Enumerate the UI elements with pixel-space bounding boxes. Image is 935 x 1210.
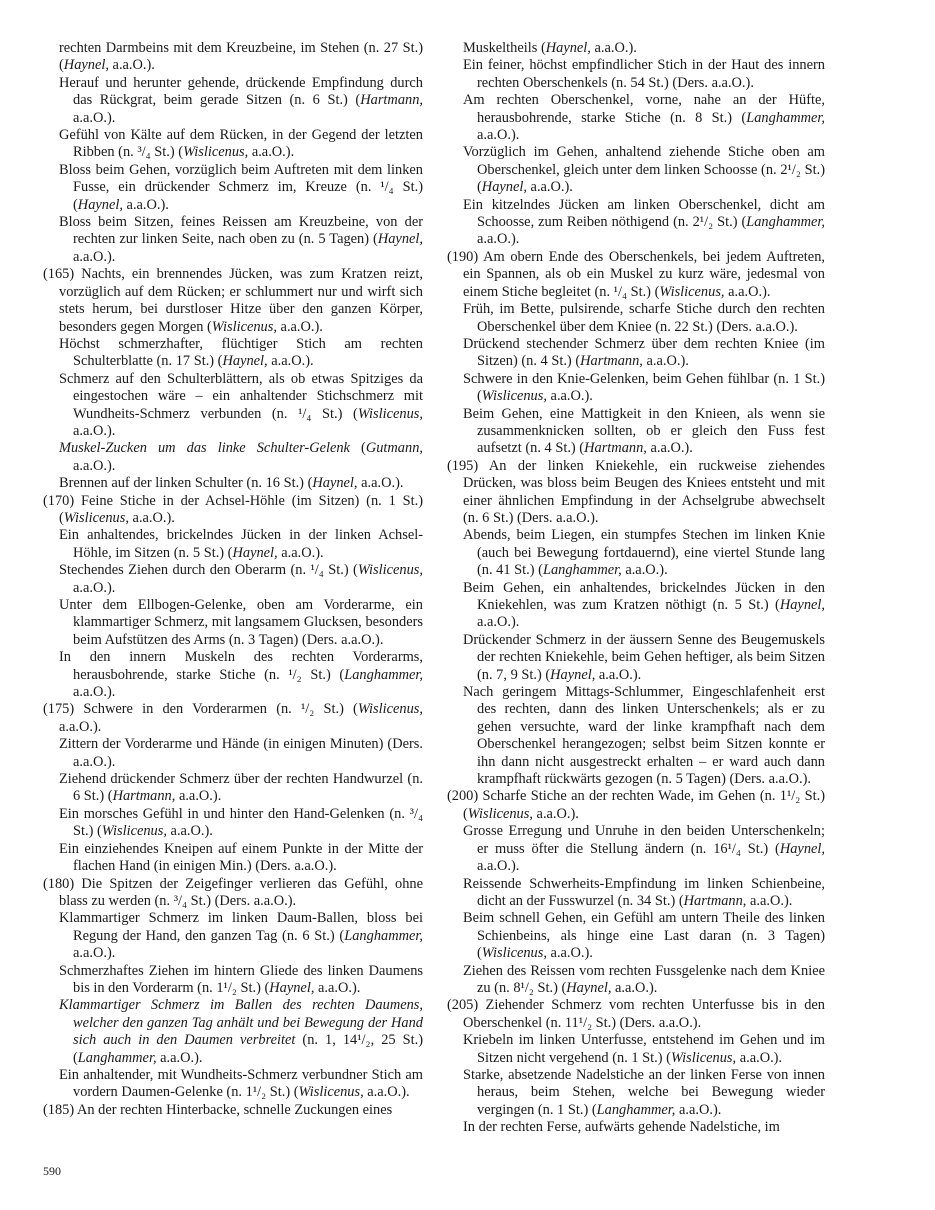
symptom-entry bbox=[43, 649, 423, 701]
entry-text: a.a.O.). bbox=[746, 892, 793, 909]
italic-text: Wislicenus, bbox=[357, 701, 423, 718]
symptom-entry bbox=[43, 771, 423, 806]
italic-text: Haynel, bbox=[269, 979, 315, 996]
italic-text: Haynel, bbox=[222, 353, 268, 370]
entry-text: a.a.O.). bbox=[646, 440, 693, 457]
symptom-entry bbox=[43, 736, 423, 771]
italic-text: Hartmann, bbox=[584, 440, 647, 457]
symptom-entry bbox=[447, 40, 825, 57]
entry-text: a.a.O.). bbox=[546, 945, 593, 962]
entry-text: (170) Feine Stiche in der Achsel-Höhle (im Sitzen) (n. 1 St.) ( bbox=[43, 492, 423, 526]
italic-text: Klammartiger Schmerz im Ballen des rechten Daumens, welcher den ganzen Tag anhält und bei Bewegung der Hand sich auch in den Daumen verbreitet bbox=[59, 997, 423, 1049]
symptom-entry bbox=[447, 963, 825, 998]
italic-text: Wislicenus, bbox=[211, 318, 277, 335]
italic-text: Hartmann, bbox=[683, 892, 747, 909]
entry-text: Klammartiger Schmerz im linken Daum-Ballen, bloss bei Regung der Hand, den ganzen Tag (n. 6 St.) ( bbox=[59, 910, 423, 944]
entry-text: a.a.O.). bbox=[675, 1101, 722, 1118]
entry-text: a.a.O.). bbox=[128, 509, 175, 526]
symptom-entry bbox=[43, 527, 423, 562]
symptom-entry bbox=[447, 580, 825, 632]
entry-text: Ein feiner, höchst empfindlicher Stich in der Haut des innern rechten Oberschenkels (n. 54 St.) (Ders. a.a.O.). bbox=[463, 57, 825, 91]
italic-text: Langhammer, bbox=[746, 109, 825, 126]
entry-text: Bloss beim Gehen, vorzüglich beim Auftreten mit dem linken Fusse, ein drückender Schmerz im, Kreuze (n. ¹/₄ St.) ( bbox=[59, 161, 423, 213]
entry-text: Schmerz auf den Schulterblättern, als ob etwas Spitziges da eingestochen wäre – ein anhaltender Stichschmerz mit Wundheits-Schmerz verbunden (n. ¹/₄ St.) ( bbox=[59, 370, 423, 422]
symptom-entry bbox=[43, 266, 423, 336]
entry-text: Abends, beim Liegen, ein stumpfes Stechen im linken Knie (auch bei Bewegung fortdauernd), eine viertel Stunde lang (n. 41 St.) ( bbox=[463, 527, 825, 579]
italic-text: Haynel, bbox=[481, 179, 527, 196]
symptom-entry bbox=[43, 162, 423, 214]
entry-text: Kriebeln im linken Unterfusse, entstehend im Gehen und im Sitzen nicht vergehend (n. 1 St.) ( bbox=[463, 1032, 825, 1066]
entry-text: Nach geringem Mittags-Schlummer, Eingeschlafenheit erst des rechten, dann des linken Unterschenkels; als er zu gehen versuchte, ward der linke krampfhaft nach dem Oberschenkel herangezogen; selbst beim Sitzen konnte er ihn dann nicht ausgestreckt erhalten – er ward auch dann krampfhaft rückwärts gezogen (n. 5 Tagen) (Ders. a.a.O.). bbox=[463, 684, 825, 788]
entry-text: a.a.O.). bbox=[595, 666, 642, 683]
entry-text: (200) Scharfe Stiche an der rechten Wade, im Gehen (n. 1¹/₂ St.) ( bbox=[447, 788, 825, 822]
symptom-entry bbox=[447, 997, 825, 1032]
italic-text: Wislicenus, bbox=[357, 562, 423, 579]
entry-text: Starke, absetzende Nadelstiche an der linken Ferse von innen heraus, beim Stehen, welche bei Bewegung wieder vergingen (n. 1 St.) ( bbox=[463, 1066, 825, 1118]
symptom-entry bbox=[447, 458, 825, 528]
italic-text: Wislicenus, bbox=[467, 805, 533, 822]
italic-text: Wislicenus, bbox=[63, 509, 129, 526]
entry-text: a.a.O.). bbox=[108, 57, 155, 74]
entry-text: Ein kitzelndes Jücken am linken Oberschenkel, dicht am Schoosse, zum Reiben nöthigend (n. 2¹/₂ St.) ( bbox=[463, 196, 825, 231]
symptom-entry bbox=[43, 597, 423, 649]
entry-text: (185) An der rechten Hinterbacke, schnelle Zuckungen eines bbox=[43, 1101, 393, 1118]
entry-text: Schwere in den Knie-Gelenken, beim Gehen fühlbar (n. 1 St.) ( bbox=[463, 370, 825, 405]
entry-text: a.a.O.). bbox=[546, 388, 593, 405]
entry-text: Beim Gehen, eine Mattigkeit in den Knieen, als wenn sie zusammenknicken sollten, ob er gleich den Fuss fest aufsetzt (n. 4 St.) ( bbox=[463, 405, 825, 457]
symptom-entry bbox=[447, 371, 825, 406]
symptom-entry bbox=[43, 475, 423, 492]
entry-text: ( bbox=[349, 440, 366, 457]
entry-text: a.a.O.). bbox=[73, 945, 116, 962]
symptom-entry bbox=[43, 75, 423, 127]
symptom-entry bbox=[43, 806, 423, 841]
italic-text: Haynel, bbox=[545, 40, 591, 56]
symptom-entry bbox=[447, 910, 825, 962]
entry-text: a.a.O.). bbox=[736, 1049, 783, 1066]
entry-text: a.a.O.). bbox=[611, 979, 658, 996]
entry-text: a.a.O.). bbox=[642, 353, 689, 370]
entry-text: Ziehen des Reissen vom rechten Fussgelenke nach dem Kniee zu (n. 8¹/₂ St.) ( bbox=[463, 962, 825, 996]
italic-text: Haynel, bbox=[232, 544, 278, 561]
italic-text: Wislicenus, bbox=[183, 144, 249, 161]
entry-text: Beim Gehen, ein anhaltendes, brickelndes Jücken in den Kniekehlen, was zum Kratzen nöthigt (n. 5 St.) ( bbox=[463, 579, 825, 613]
entry-text: Drückend stechender Schmerz über dem rechten Kniee (im Sitzen) (n. 4 St.) ( bbox=[463, 335, 825, 370]
entry-text: Bloss beim Sitzen, feines Reissen am Kreuzbeine, von der rechten zur linken Seite, nach oben zu (n. 5 Tagen) ( bbox=[59, 214, 423, 248]
symptom-entry bbox=[43, 40, 423, 75]
symptom-entry bbox=[447, 876, 825, 911]
entry-text: a.a.O.). bbox=[73, 457, 116, 474]
entry-text: a.a.O.). bbox=[357, 475, 404, 492]
symptom-entry bbox=[43, 440, 423, 475]
entry-text: a.a.O.). bbox=[166, 823, 213, 840]
italic-text: Haynel, bbox=[77, 196, 123, 213]
symptom-entry bbox=[447, 527, 825, 579]
italic-text: Langhammer, bbox=[542, 562, 622, 579]
entry-text: a.a.O.). bbox=[73, 684, 116, 701]
entry-text: a.a.O.). bbox=[248, 144, 295, 161]
entry-text: Schmerzhaftes Ziehen im hintern Gliede des linken Daumens bis in den Vorderarm (n. 1¹/₂ St.) ( bbox=[59, 962, 423, 996]
italic-text: Gutmann, bbox=[365, 440, 423, 457]
symptom-entry bbox=[447, 406, 825, 458]
entry-text: Vorzüglich im Gehen, anhaltend ziehende Stiche oben am Oberschenkel, gleich unter dem linken Schoosse (n. 2¹/₂ St.) ( bbox=[463, 144, 825, 196]
symptom-entry bbox=[43, 910, 423, 962]
italic-text: Langhammer, bbox=[746, 214, 825, 231]
symptom-entry bbox=[43, 562, 423, 597]
entry-text: (205) Ziehender Schmerz vom rechten Unterfusse bis in den Oberschenkel (n. 11¹/₂ St.) (Ders. a.a.O.). bbox=[447, 997, 825, 1031]
italic-text: Langhammer, bbox=[344, 927, 423, 944]
left-column bbox=[43, 40, 423, 1119]
symptom-entry bbox=[447, 1119, 825, 1136]
entry-text: a.a.O.). bbox=[477, 231, 520, 248]
entry-text: Stechendes Ziehen durch den Oberarm (n. ¹/₄ St.) ( bbox=[59, 562, 358, 579]
entry-text: (195) An der linken Kniekehle, ein ruckweise ziehendes Drücken, was bloss beim Beugen des Kniees entsteht und mit einer ähnlichen Empfindung in der Achselgrube abwechselt (n. 6 St.) (Ders. a.a.O.). bbox=[447, 457, 825, 526]
italic-text: Hartmann, bbox=[580, 353, 643, 370]
entry-text: In den innern Muskeln des rechten Vorderarms, herausbohrende, starke Stiche (n. ¹/₂ St.) ( bbox=[59, 649, 423, 683]
entry-text: Muskeltheils ( bbox=[463, 40, 546, 56]
symptom-entry bbox=[43, 876, 423, 911]
entry-text: a.a.O.). bbox=[122, 196, 169, 213]
entry-text: a.a.O.). bbox=[73, 579, 116, 596]
italic-text: Muskel-Zucken um das linke Schulter-Gelenk bbox=[59, 440, 350, 457]
symptom-entry bbox=[447, 301, 825, 336]
symptom-entry bbox=[43, 963, 423, 998]
symptom-entry bbox=[447, 1067, 825, 1119]
entry-text: a.a.O.). bbox=[73, 109, 116, 126]
italic-text: Haynel, bbox=[550, 666, 596, 683]
symptom-entry bbox=[447, 684, 825, 788]
entry-text: Ein anhaltendes, brickelndes Jücken in der linken Achsel-Höhle, im Sitzen (n. 5 St.) ( bbox=[59, 527, 423, 561]
symptom-entry bbox=[43, 493, 423, 528]
entry-text: Früh, im Bette, pulsirende, scharfe Stiche durch den rechten Oberschenkel über dem Kniee (n. 22 St.) (Ders. a.a.O.). bbox=[463, 301, 825, 335]
entry-text: Ziehend drückender Schmerz über der rechten Handwurzel (n. 6 St.) ( bbox=[59, 771, 423, 805]
italic-text: Wislicenus, bbox=[357, 405, 423, 422]
symptom-entry bbox=[447, 197, 825, 249]
italic-text: Wislicenus, bbox=[481, 388, 547, 405]
symptom-entry bbox=[447, 632, 825, 684]
symptom-entry bbox=[447, 249, 825, 301]
italic-text: Langhammer, bbox=[596, 1101, 676, 1118]
entry-text: Ein anhaltender, mit Wundheits-Schmerz verbundner Stich am vordern Daumen-Gelenke (n. 1¹/₂ St.) ( bbox=[59, 1066, 423, 1101]
entry-text: Gefühl von Kälte auf dem Rücken, in der Gegend der letzten Ribben (n. ³/₄ St.) ( bbox=[59, 127, 423, 161]
entry-text: In der rechten Ferse, aufwärts gehende Nadelstiche, im bbox=[463, 1119, 780, 1136]
symptom-entry bbox=[43, 336, 423, 371]
entry-text: a.a.O.). bbox=[156, 1049, 203, 1066]
entry-text: a.a.O.). bbox=[175, 788, 222, 805]
entry-text: Ein morsches Gefühl in und hinter den Hand-Gelenken (n. ³/₄ St.) ( bbox=[59, 805, 423, 840]
entry-text: a.a.O.). bbox=[277, 544, 324, 561]
italic-text: Langhammer, bbox=[77, 1049, 157, 1066]
symptom-entry bbox=[43, 841, 423, 876]
entry-text: Ein einziehendes Kneipen auf einem Punkte in der Mitte der flachen Hand (in einigen Min.) (Ders. a.a.O.). bbox=[59, 840, 423, 875]
italic-text: Haynel, bbox=[312, 475, 358, 492]
entry-text: Zittern der Vorderarme und Hände (in einigen Minuten) (Ders. a.a.O.). bbox=[59, 736, 423, 770]
entry-text: a.a.O.). bbox=[267, 353, 314, 370]
symptom-entry bbox=[447, 788, 825, 823]
symptom-entry bbox=[43, 1067, 423, 1102]
entry-text: Beim schnell Gehen, ein Gefühl am untern Theile des linken Schienbeins, als hinge eine Last daran (n. 3 Tagen) ( bbox=[463, 910, 825, 962]
entry-text: a.a.O.). bbox=[73, 422, 116, 439]
entry-text: a.a.O.). bbox=[621, 562, 668, 579]
entry-text: a.a.O.). bbox=[477, 858, 520, 875]
symptom-entry bbox=[447, 1032, 825, 1067]
symptom-entry bbox=[43, 371, 423, 441]
symptom-entry bbox=[43, 997, 423, 1067]
italic-text: Langhammer, bbox=[344, 666, 423, 683]
entry-text: Am rechten Oberschenkel, vorne, nahe an der Hüfte, herausbohrende, starke Stiche (n. 8 St.) ( bbox=[463, 92, 825, 126]
entry-text: a.a.O.). bbox=[477, 614, 520, 631]
entry-text: a.a.O.). bbox=[590, 40, 637, 56]
italic-text: Haynel, bbox=[566, 979, 612, 996]
symptom-entry bbox=[447, 823, 825, 875]
symptom-entry bbox=[43, 214, 423, 266]
symptom-entry bbox=[447, 57, 825, 92]
entry-text: a.a.O.). bbox=[724, 283, 771, 300]
italic-text: Hartmann, bbox=[112, 788, 176, 805]
entry-text: Brennen auf der linken Schulter (n. 16 St.) ( bbox=[59, 475, 313, 492]
entry-text: (175) Schwere in den Vorderarmen (n. ¹/₂ St.) ( bbox=[43, 701, 358, 718]
symptom-entry bbox=[43, 701, 423, 736]
page-number: 590 bbox=[43, 1164, 61, 1178]
entry-text: (190) Am obern Ende des Oberschenkels, bei jedem Auftreten, ein Spannen, als ob ein Muskel zu kurz wäre, jedesmal von einem Stiche begleitet (n. ¹/₄ St.) ( bbox=[447, 248, 825, 300]
entry-text: Höchst schmerzhafter, flüchtiger Stich am rechten Schulterblatte (n. 17 St.) ( bbox=[59, 335, 423, 370]
entry-text: a.a.O.). bbox=[477, 127, 520, 144]
entry-text: (180) Die Spitzen der Zeigefinger verlieren das Gefühl, ohne blass zu werden (n. ³/₄ St.) (Ders. a.a.O.). bbox=[43, 875, 423, 909]
entry-text: a.a.O.). bbox=[526, 179, 573, 196]
entry-text: a.a.O.). bbox=[276, 318, 323, 335]
italic-text: Haynel, bbox=[779, 840, 825, 857]
italic-text: Wislicenus, bbox=[101, 823, 167, 840]
symptom-entry bbox=[447, 336, 825, 371]
entry-text: Reissende Schwerheits-Empfindung im linken Schienbeine, dicht an der Fusswurzel (n. 34 St.) ( bbox=[463, 875, 825, 909]
entry-text: (165) Nachts, ein brennendes Jücken, was zum Kratzen reizt, vorzüglich auf dem Rücken; er schlummert nur und wirft sich stets herum, bei durstloser Hitze über den ganzen Körper, besonders gegen Morgen ( bbox=[43, 266, 423, 335]
italic-text: Wislicenus, bbox=[670, 1049, 737, 1066]
italic-text: Wislicenus, bbox=[298, 1084, 364, 1101]
entry-text: a.a.O.). bbox=[363, 1084, 410, 1101]
entry-text: Drückender Schmerz in der äussern Senne des Beugemuskels der rechten Kniekehle, beim Gehen heftiger, als beim Sitzen (n. 7, 9 St.) ( bbox=[463, 631, 825, 683]
italic-text: Wislicenus, bbox=[659, 283, 725, 300]
entry-text: (n. 1, 14¹/₂, 25 St.) ( bbox=[73, 1032, 423, 1066]
entry-text: Grosse Erregung und Unruhe in den beiden Unterschenkeln; er muss öfter die Stellung ändern (n. 16¹/₄ St.) ( bbox=[463, 823, 825, 857]
italic-text: Hartmann, bbox=[360, 92, 423, 109]
entry-text: a.a.O.). bbox=[314, 979, 361, 996]
italic-text: Haynel, bbox=[377, 231, 423, 248]
symptom-entry bbox=[43, 127, 423, 162]
entry-text: a.a.O.). bbox=[59, 718, 102, 735]
symptom-entry bbox=[447, 144, 825, 196]
entry-text: a.a.O.). bbox=[73, 248, 116, 265]
symptom-entry bbox=[43, 1102, 423, 1119]
entry-text: Unter dem Ellbogen-Gelenke, oben am Vorderarme, ein klammartiger Schmerz, mit langsamem Glucksen, besonders beim Aufstützen des Arms (n. 3 Tagen) (Ders. a.a.O.). bbox=[59, 597, 423, 648]
symptom-entry bbox=[447, 92, 825, 144]
italic-text: Haynel, bbox=[63, 57, 109, 74]
entry-text: a.a.O.). bbox=[532, 805, 579, 822]
italic-text: Wislicenus, bbox=[481, 945, 547, 962]
italic-text: Haynel, bbox=[779, 597, 825, 613]
right-column bbox=[447, 40, 825, 1137]
entry-text: rechten Darmbeins mit dem Kreuzbeine, im Stehen (n. 27 St.) ( bbox=[59, 40, 423, 74]
entry-text: Herauf und herunter gehende, drückende Empfindung durch das Rückgrat, beim gerade Sitzen (n. 6 St.) ( bbox=[59, 74, 423, 109]
